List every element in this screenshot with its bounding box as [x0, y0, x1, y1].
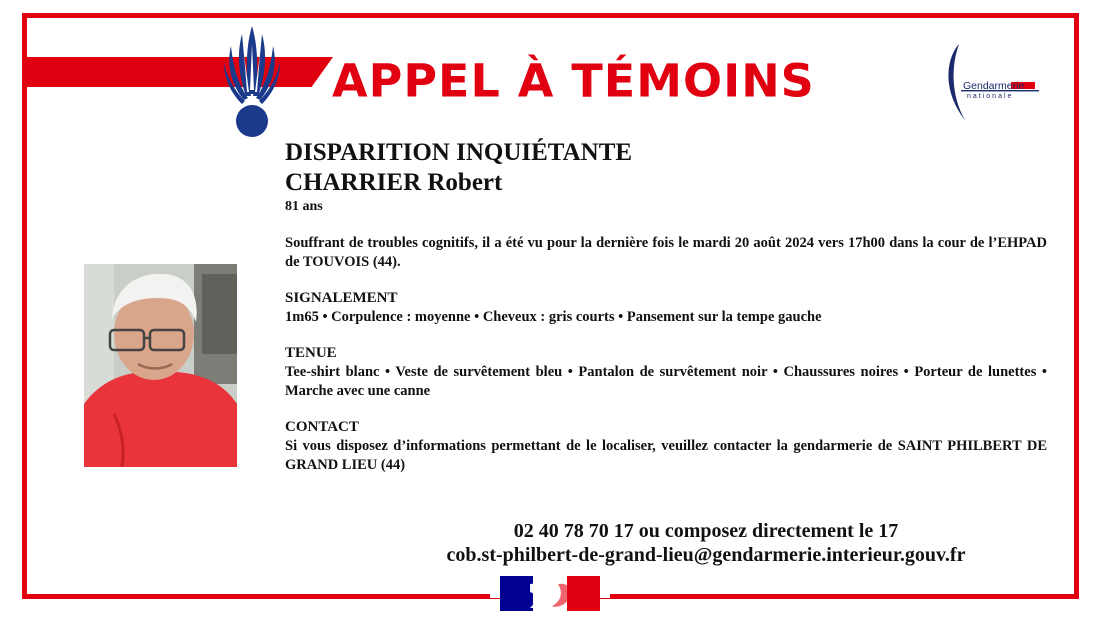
- grenade-flame-icon: [222, 24, 282, 138]
- logo-text-nationale: nationale: [967, 93, 1014, 100]
- notice-content: [285, 138, 1047, 475]
- section-text-signalement: 1m65 • Corpulence : moyenne • Cheveux : gris courts • Pansement sur la tempe gauche: [285, 309, 822, 325]
- contact-email[interactable]: cob.st-philbert-de-grand-lieu@gendarmerie.interieur.gouv.fr: [446, 544, 966, 566]
- gendarmerie-logo: [941, 40, 1051, 124]
- red-banner-stripe: [27, 57, 333, 87]
- person-photo-icon: [84, 264, 237, 467]
- section-text-contact: Si vous disposez d’informations permettant de le localiser, veuillez contacter la gendarmerie de SAINT PHILBERT DE GRAND LIEU (44): [285, 438, 1047, 473]
- missing-person-photo: [84, 264, 237, 467]
- missing-person-age: 81 ans: [285, 199, 323, 214]
- section-title-contact: CONTACT: [285, 419, 359, 435]
- section-title-signalement: SIGNALEMENT: [285, 290, 398, 306]
- circumstances-text: Souffrant de troubles cognitifs, il a été vu pour la dernière fois le mardi 20 août 2024 vers 17h00 dans la cour de l’EHPAD de TOUVOIS (44).: [285, 235, 1047, 270]
- notice-heading: DISPARITION INQUIÉTANTE: [285, 139, 633, 166]
- marianne-logo-icon: [500, 574, 600, 613]
- contact-phone-line: 02 40 78 70 17 ou composez directement le 17: [513, 520, 899, 542]
- section-text-tenue: Tee-shirt blanc • Veste de survêtement bleu • Pantalon de survêtement noir • Chaussures noires • Porteur de lunettes • Marche avec une canne: [285, 364, 1047, 399]
- section-title-tenue: TENUE: [285, 345, 337, 361]
- logo-text-gendarmerie: Gendarmerie: [963, 80, 1025, 92]
- page-title: APPEL À TÉMOINS: [332, 54, 815, 108]
- missing-person-name: CHARRIER Robert: [285, 169, 503, 196]
